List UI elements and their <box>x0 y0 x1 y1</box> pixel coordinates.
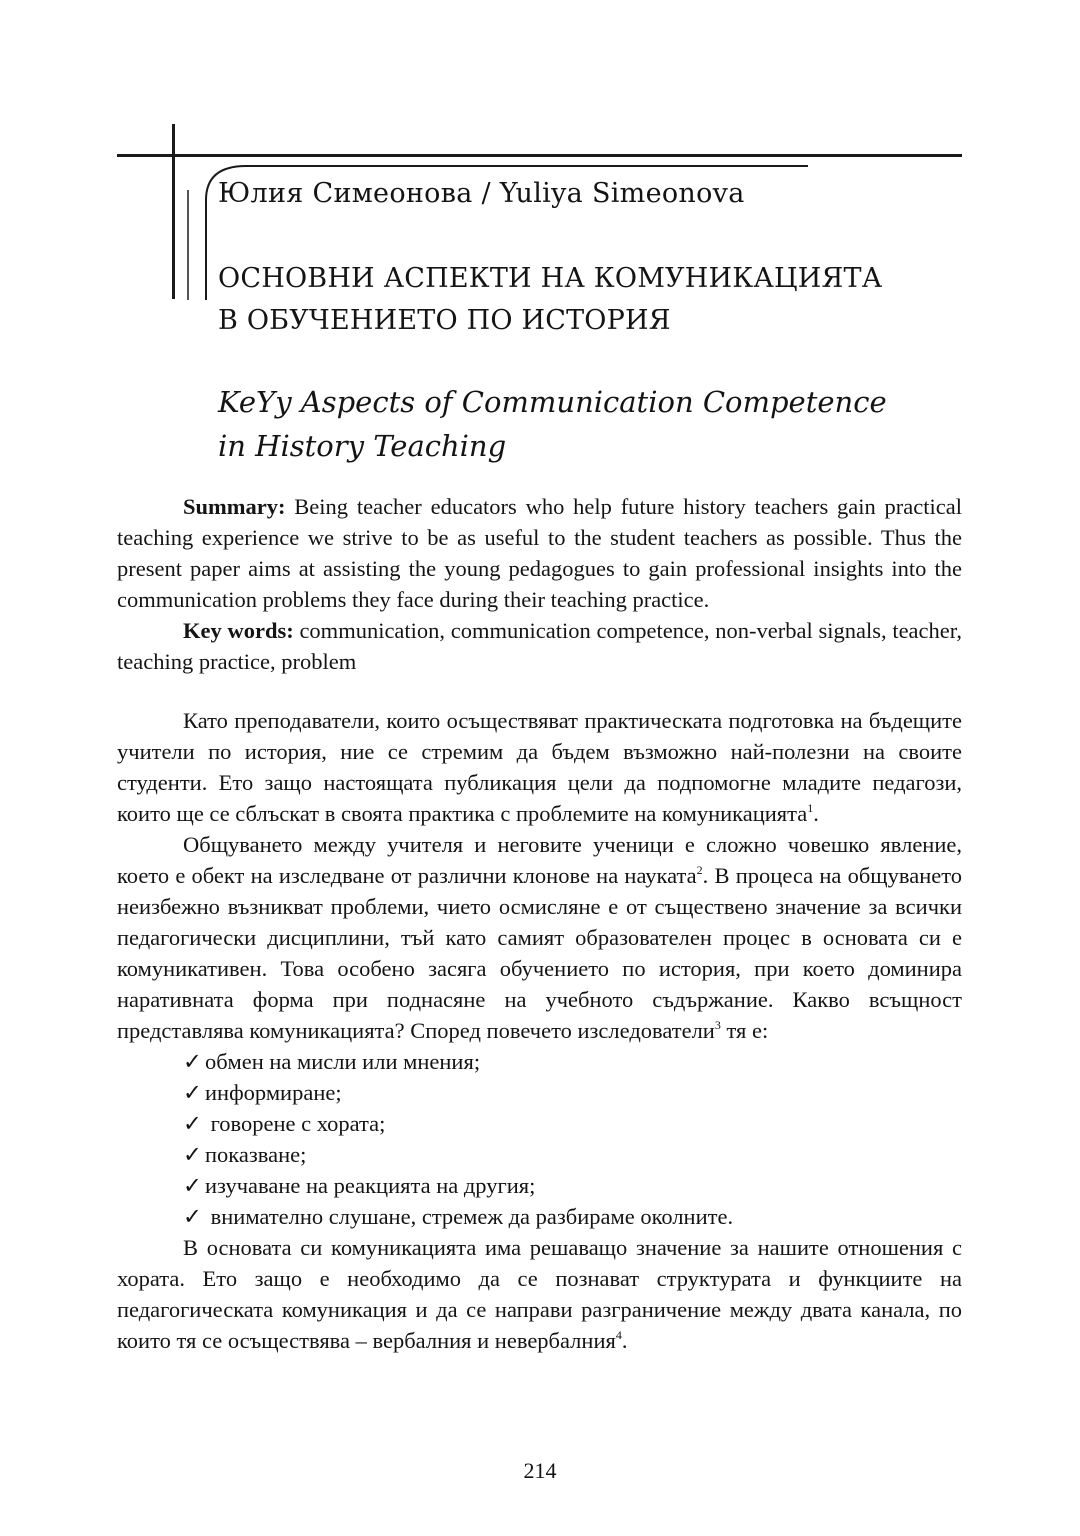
body-paragraph <box>117 705 962 829</box>
keywords-text: communication, communication competence, non-verbal signals, teacher, teaching practice, problem <box>117 618 962 674</box>
summary-paragraph <box>117 491 962 615</box>
page-number: 214 <box>523 1458 557 1483</box>
list-item <box>117 1077 962 1108</box>
communication-definition-list <box>117 1046 962 1232</box>
footnote-ref[interactable]: 3 <box>714 1018 721 1032</box>
checkmark-icon: ✓ <box>183 1204 202 1229</box>
checkmark-icon: ✓ <box>183 1173 202 1198</box>
list-item-text: внимателно слушане, стремеж да разбираме околните. <box>205 1204 734 1229</box>
list-item-text: обмен на мисли или мнения; <box>205 1049 481 1074</box>
body-text: . В процеса на общуването неизбежно възникват проблеми, чието осмисляне е от съществено значение за всички педагогически дисциплини, тъй като самият образователен процес в основата си е комуникативен. Това особено засяга обучението по история, при което доминира наративната форма при поднасяне на учебното съдържание. Какво всъщност представлява комуникацията? Според повечето изследователи <box>117 863 963 1043</box>
body-paragraph <box>117 829 962 1046</box>
list-item <box>117 1046 962 1077</box>
list-item-text: изучаване на реакцията на другия; <box>205 1173 536 1198</box>
article-title-bulgarian <box>218 258 978 342</box>
body-text: Като преподаватели, които осъществяват практическата подготовка на бъдещите учители по история, ние се стремим да бъдем възможно най-полезни на своите студенти. Ето защо настоящата публикация цели да подпомогне младите педагози, които ще се сблъскат в своята практика с проблемите на комуникацията <box>117 708 962 826</box>
summary-text: Being teacher educators who help future history teachers gain practical teaching experience we strive to be as useful to the student teachers as possible. Thus the present paper aims at assisting the young pedagogues to gain professional insights into the communication problems they face during their teaching practice. <box>117 494 962 612</box>
top-horizontal-rule <box>117 154 962 157</box>
footnote-ref[interactable]: 1 <box>807 801 814 815</box>
body-text: В основата си комуникацията има решаващо значение за нашите отношения с хората. Ето защо е необходимо да се познават структурата и функциите на педагогическата комуникация и да се направи разграничение между двата канала, по които тя се осъществява – вербалния и невербалния <box>117 1235 962 1353</box>
title-en-line: in History Teaching <box>218 429 507 463</box>
list-item <box>117 1201 962 1232</box>
list-item <box>117 1170 962 1201</box>
summary-label: Summary: <box>183 494 286 519</box>
list-item-text: информиране; <box>205 1080 342 1105</box>
list-item-text: показване; <box>205 1142 307 1167</box>
title-bg-line: В ОБУЧЕНИЕТО ПО ИСТОРИЯ <box>218 305 671 336</box>
checkmark-icon: ✓ <box>183 1049 202 1074</box>
list-item <box>117 1139 962 1170</box>
body-text: тя е: <box>720 1018 769 1043</box>
checkmark-icon: ✓ <box>183 1142 202 1167</box>
title-en-line: KeYy Aspects of Communication Competence <box>218 385 887 419</box>
checkmark-icon: ✓ <box>183 1111 202 1136</box>
body-text: Общуването между учителя и неговите ученици е сложно човешко явление, което е обект на изследване от различни клонове на науката <box>117 832 962 888</box>
body-paragraph <box>117 1232 962 1356</box>
title-bg-line: ОСНОВНИ АСПЕКТИ НА КОМУНИКАЦИЯТА <box>218 263 883 294</box>
keywords-paragraph <box>117 615 962 677</box>
checkmark-icon: ✓ <box>183 1080 202 1105</box>
footnote-ref[interactable]: 2 <box>696 863 703 877</box>
article-title-english <box>218 380 978 468</box>
list-item <box>117 1108 962 1139</box>
body-text: . <box>813 801 819 826</box>
main-text <box>117 705 962 1356</box>
author-name: Юлия Симеонова / Yuliya Simeonova <box>218 178 745 209</box>
body-text: . <box>621 1328 628 1353</box>
list-item-text: говорене с хората; <box>205 1111 386 1136</box>
abstract-block <box>117 491 962 677</box>
keywords-label: Key words: <box>183 618 294 643</box>
corner-vertical-rule <box>172 124 175 299</box>
footnote-ref[interactable]: 4 <box>615 1328 622 1342</box>
